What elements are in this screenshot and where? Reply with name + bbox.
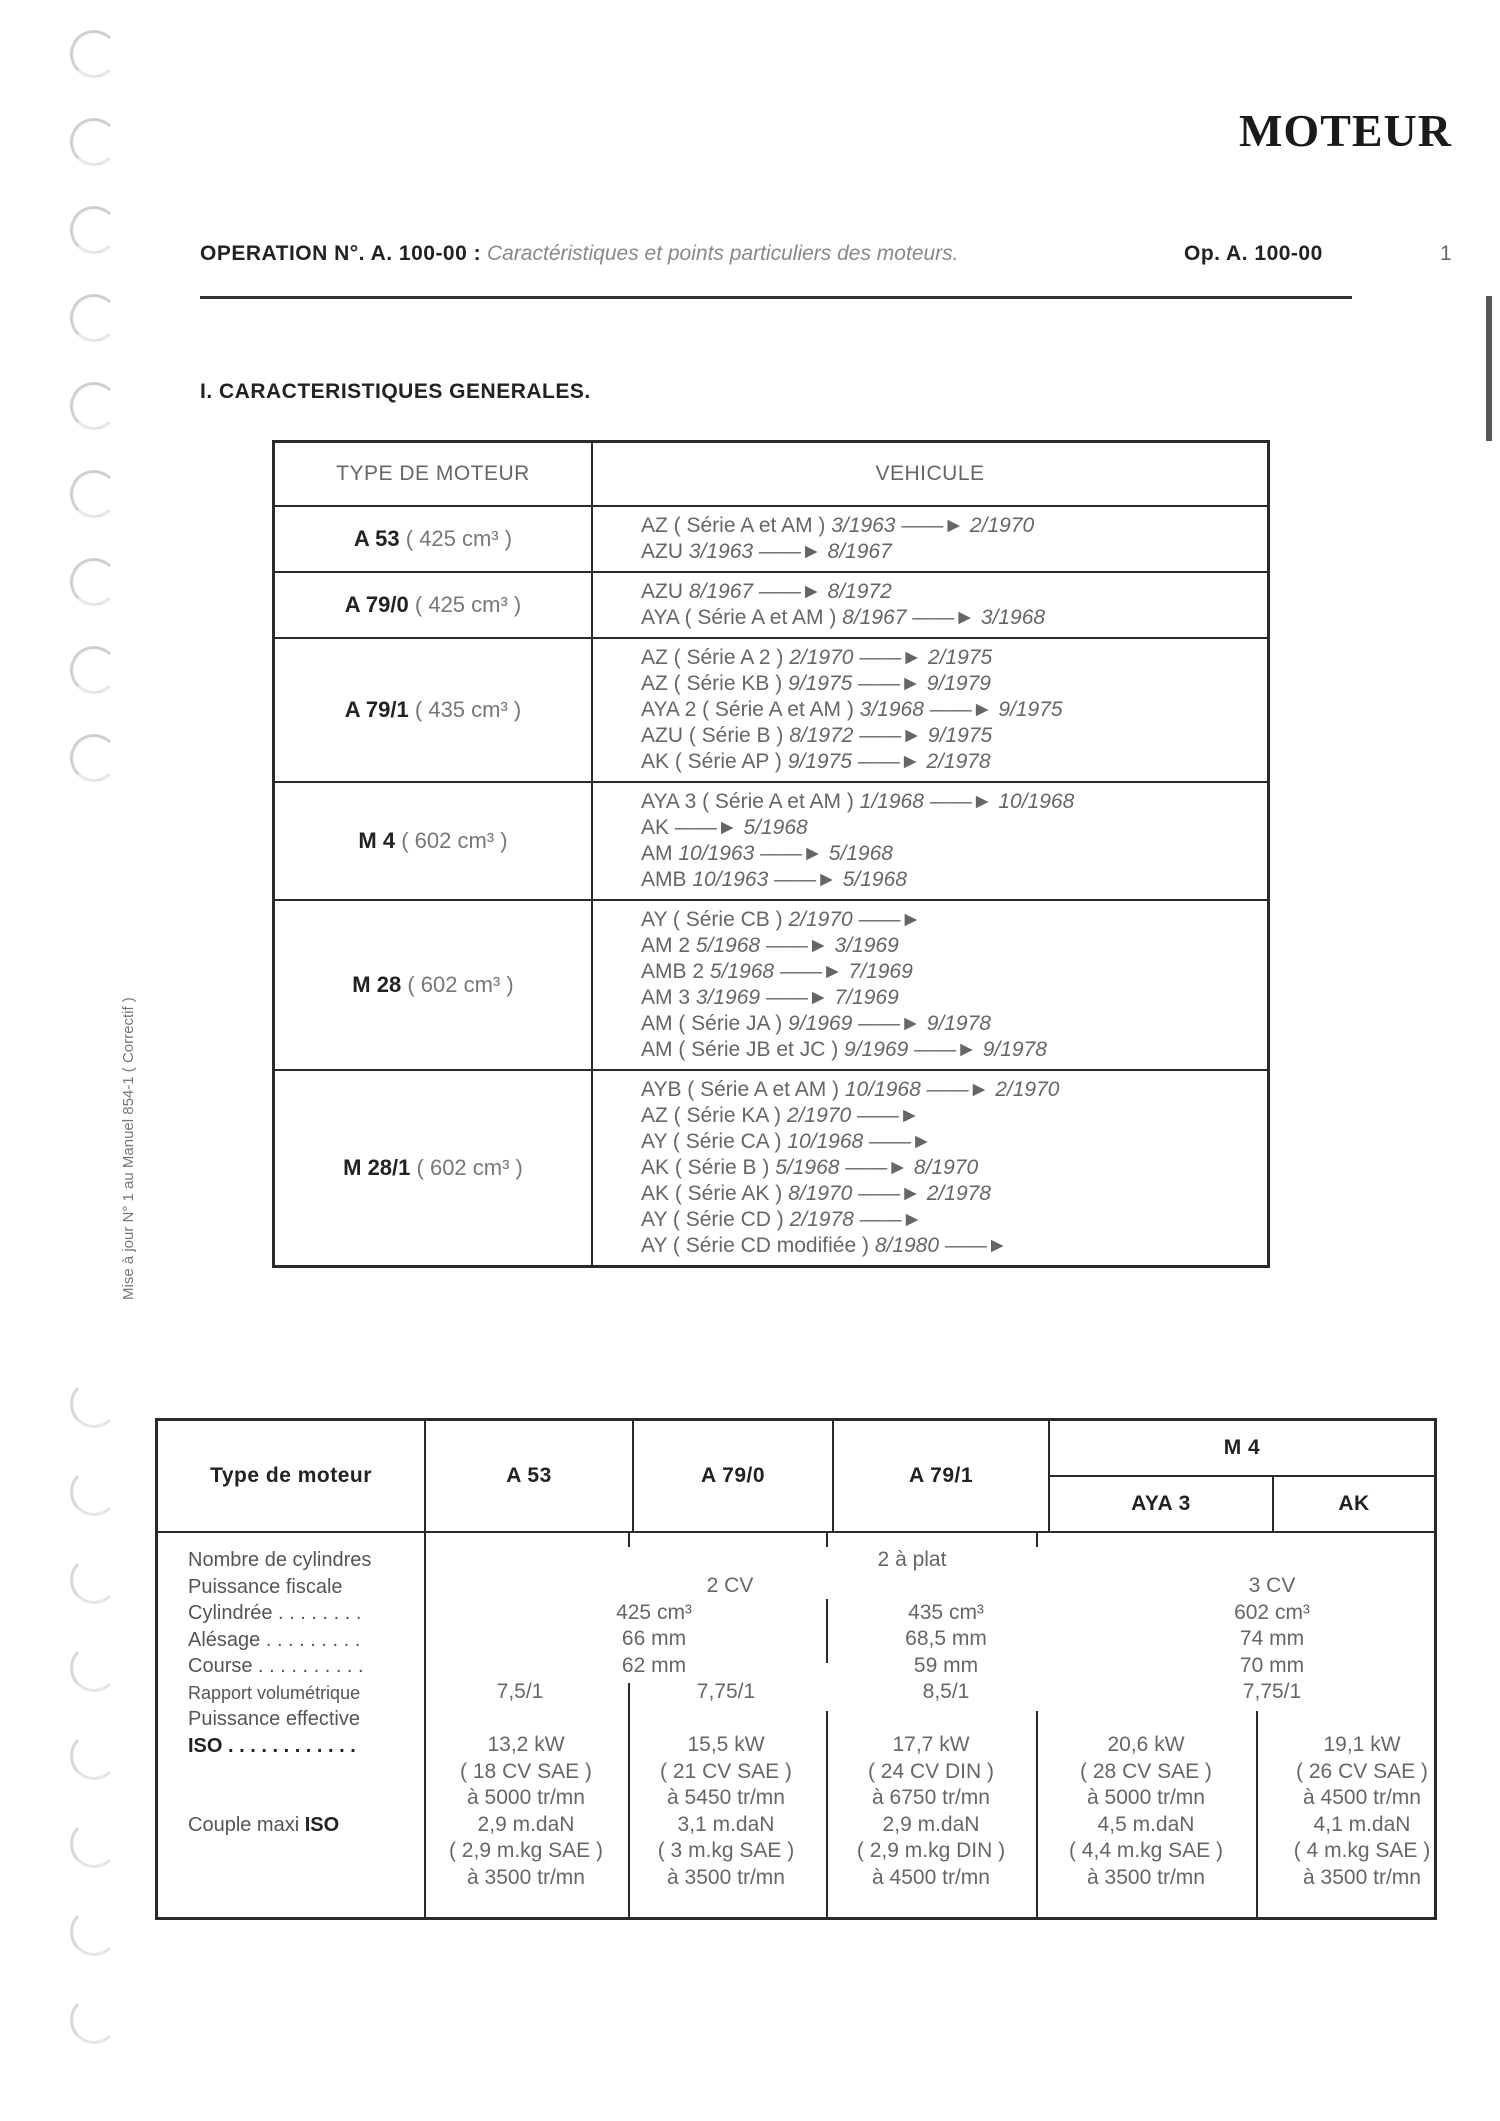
vehicle-period: 10/1968 ——► xyxy=(787,1130,932,1153)
vehicle-period: 9/1969 ——► 9/1978 xyxy=(844,1038,1047,1061)
spec-value: 8,5/1 xyxy=(922,1680,970,1703)
engine-capacity: ( 425 cm³ ) xyxy=(414,592,522,617)
column-header: AYA 3 xyxy=(1049,1476,1273,1532)
vehicle-line xyxy=(641,1011,1267,1037)
vehicle-model: AMB xyxy=(641,868,687,891)
vehicle-model: AYA 3 ( Série A et AM ) xyxy=(641,790,854,813)
page-title: MOTEUR xyxy=(1239,105,1452,156)
spec-label: Puissance fiscale xyxy=(188,1575,343,1598)
vehicle-line xyxy=(641,723,1267,749)
vehicle-model: AZ ( Série KB ) xyxy=(641,672,783,695)
binder-hole xyxy=(70,1996,118,2044)
column-header: VEHICULE xyxy=(592,442,1269,507)
engine-capacity: ( 602 cm³ ) xyxy=(407,972,514,997)
column-separator xyxy=(1036,1711,1038,1917)
column-separator xyxy=(1036,1533,1038,1547)
binder-hole xyxy=(70,646,118,694)
spec-value: à 4500 tr/mn xyxy=(872,1865,990,1889)
vehicle-line xyxy=(641,697,1267,723)
operation-reference: Op. A. 100-00 xyxy=(1184,242,1323,265)
spec-value: à 5000 tr/mn xyxy=(1087,1786,1205,1809)
column-group-header: M 4 xyxy=(1049,1420,1436,1477)
spec-value: 74 mm xyxy=(1239,1627,1305,1650)
column-separator xyxy=(826,1599,828,1663)
vehicle-cell xyxy=(592,1070,1269,1267)
binder-hole xyxy=(70,1908,118,1956)
engine-capacity: ( 425 cm³ ) xyxy=(405,526,513,551)
vehicle-model: AZU xyxy=(641,580,683,603)
spec-value: 7,75/1 xyxy=(696,1680,756,1703)
vehicle-period: 5/1968 ——► 3/1969 xyxy=(695,934,899,957)
spec-label: Puissance effective xyxy=(188,1708,360,1730)
binder-hole xyxy=(70,118,118,166)
vehicle-model: AM ( Série JA ) xyxy=(641,1012,783,1035)
operation-heading xyxy=(200,242,959,266)
spec-label: Cylindrée . . . . . . . . xyxy=(188,1602,362,1624)
vehicle-period: 2/1970 ——► 2/1975 xyxy=(789,646,993,669)
table-row xyxy=(274,1070,1269,1267)
vehicle-period: ——► 5/1968 xyxy=(674,816,808,839)
spec-value: 7,75/1 xyxy=(1242,1680,1302,1703)
operation-label: OPERATION N°. A. 100-00 : xyxy=(200,242,482,265)
binder-hole xyxy=(70,30,118,78)
vehicle-line xyxy=(641,1037,1267,1063)
vehicle-model: AK ( Série AP ) xyxy=(641,750,782,773)
engine-code: A 79/1 xyxy=(344,697,409,722)
vehicle-model: AZU xyxy=(641,540,683,563)
vehicle-line xyxy=(641,605,1267,631)
page-number: 1 xyxy=(1440,242,1452,265)
vehicle-line xyxy=(641,1181,1267,1207)
vehicle-period: 2/1970 ——► xyxy=(788,908,922,931)
spec-value: 17,7 kW xyxy=(892,1733,970,1756)
spec-values xyxy=(425,1532,1436,1919)
engine-table-body xyxy=(274,506,1269,1267)
binder-hole xyxy=(70,294,118,342)
vehicle-cell xyxy=(592,638,1269,782)
vehicle-model: AK xyxy=(641,816,670,839)
spec-value: 13,2 kW xyxy=(487,1733,565,1756)
spec-label: Course . . . . . . . . . . xyxy=(188,1655,364,1677)
vehicle-period: 8/1967 ——► 8/1972 xyxy=(688,580,892,603)
binder-hole xyxy=(70,734,118,782)
vehicle-period: 3/1963 ——► 8/1967 xyxy=(688,540,892,563)
vehicle-line xyxy=(641,959,1267,985)
binder-hole xyxy=(70,206,118,254)
table-row xyxy=(274,572,1269,638)
spec-label: ISO . . . . . . . . . . . . xyxy=(188,1734,356,1757)
engine-code: A 79/0 xyxy=(344,592,409,617)
spec-label: Nombre de cylindres xyxy=(188,1549,372,1571)
vehicle-model: AYB ( Série A et AM ) xyxy=(641,1078,840,1101)
spec-value: 59 mm xyxy=(913,1654,979,1677)
vehicle-period: 9/1975 ——► 2/1978 xyxy=(787,750,991,773)
spec-value: ( 24 CV DIN ) xyxy=(867,1759,995,1783)
margin-note: Mise à jour N° 1 au Manuel 854-1 ( Correctif ) xyxy=(120,997,137,1300)
binder-hole xyxy=(70,558,118,606)
spec-value: 2,9 m.daN xyxy=(882,1812,980,1836)
binder-hole xyxy=(70,1820,118,1868)
spec-labels xyxy=(157,1532,426,1919)
vehicle-line xyxy=(641,815,1267,841)
engine-capacity: ( 435 cm³ ) xyxy=(414,697,522,722)
spec-value: à 3500 tr/mn xyxy=(667,1865,785,1889)
spec-value: ( 28 CV SAE ) xyxy=(1080,1759,1212,1783)
column-separator xyxy=(1256,1711,1258,1917)
spec-value: 66 mm xyxy=(621,1627,687,1650)
vehicle-model: AM xyxy=(641,842,673,865)
vehicle-period: 9/1975 ——► 9/1979 xyxy=(788,672,991,695)
vehicle-model: AZU ( Série B ) xyxy=(641,724,784,747)
vehicle-model: AZ ( Série KA ) xyxy=(641,1104,782,1127)
vehicle-model: AYA 2 ( Série A et AM ) xyxy=(641,698,854,721)
vehicle-period: 2/1978 ——► xyxy=(789,1208,923,1231)
spec-value: à 4500 tr/mn xyxy=(1303,1786,1421,1809)
engine-spec-table xyxy=(155,1418,1437,1920)
vehicle-model: AM 2 xyxy=(641,934,691,957)
vehicle-line xyxy=(641,749,1267,775)
vehicle-model: AMB 2 xyxy=(641,960,705,983)
column-header: A 79/1 xyxy=(833,1420,1049,1533)
engine-capacity: ( 602 cm³ ) xyxy=(401,828,508,853)
vehicle-model: AZ ( Série A et AM ) xyxy=(641,514,826,537)
table-row xyxy=(274,638,1269,782)
engine-code: M 28 xyxy=(352,972,402,997)
vehicle-period: 10/1968 ——► 2/1970 xyxy=(844,1078,1060,1101)
spec-value: 68,5 mm xyxy=(905,1627,987,1650)
spec-value: 4,5 m.daN xyxy=(1097,1812,1195,1836)
spec-value: à 5000 tr/mn xyxy=(467,1786,585,1809)
vehicle-line xyxy=(641,933,1267,959)
vehicle-model: AZ ( Série A 2 ) xyxy=(641,646,784,669)
vehicle-line xyxy=(641,1103,1267,1129)
margin-bar xyxy=(1486,296,1492,441)
spec-value: ( 21 CV SAE ) xyxy=(660,1759,792,1783)
spec-label: Rapport volumétrique xyxy=(188,1682,361,1703)
vehicle-model: AY ( Série CB ) xyxy=(641,908,783,931)
column-header: AK xyxy=(1273,1476,1436,1532)
vehicle-period: 8/1980 ——► xyxy=(874,1234,1008,1257)
spec-value: ( 2,9 m.kg SAE ) xyxy=(448,1839,604,1862)
column-separator xyxy=(628,1533,630,1547)
engine-type-cell xyxy=(274,782,593,900)
vehicle-period: 3/1963 ——► 2/1970 xyxy=(831,514,1035,537)
binder-hole xyxy=(70,1644,118,1692)
vehicle-line xyxy=(641,1129,1267,1155)
spec-value: 62 mm xyxy=(621,1654,687,1677)
binder-hole xyxy=(70,1556,118,1604)
column-header: TYPE DE MOTEUR xyxy=(274,442,593,507)
vehicle-model: AYA ( Série A et AM ) xyxy=(641,606,837,629)
spec-value: ( 4 m.kg SAE ) xyxy=(1293,1839,1431,1862)
vehicle-model: AK ( Série B ) xyxy=(641,1156,770,1179)
vehicle-line xyxy=(641,645,1267,671)
binder-hole xyxy=(70,1380,118,1428)
engine-type-cell xyxy=(274,572,593,638)
table-row xyxy=(274,782,1269,900)
vehicle-period: 5/1968 ——► 8/1970 xyxy=(775,1156,979,1179)
vehicle-line xyxy=(641,1207,1267,1233)
spec-value: 20,6 kW xyxy=(1107,1733,1185,1756)
vehicle-cell xyxy=(592,506,1269,572)
vehicle-line xyxy=(641,1077,1267,1103)
table-row xyxy=(274,900,1269,1070)
section-title: I. CARACTERISTIQUES GENERALES. xyxy=(200,380,591,403)
binder-hole xyxy=(70,1732,118,1780)
engine-type-cell xyxy=(274,900,593,1070)
spec-value: 3 CV xyxy=(1248,1574,1296,1597)
vehicle-model: AM 3 xyxy=(641,986,691,1009)
vehicle-cell xyxy=(592,782,1269,900)
column-separator xyxy=(826,1533,828,1547)
engine-capacity: ( 602 cm³ ) xyxy=(416,1155,523,1180)
vehicle-line xyxy=(641,1233,1267,1259)
vehicle-period: 10/1963 ——► 5/1968 xyxy=(678,842,893,865)
spec-value: ( 18 CV SAE ) xyxy=(460,1759,592,1783)
spec-value: 4,1 m.daN xyxy=(1313,1812,1411,1836)
vehicle-line xyxy=(641,671,1267,697)
header-rule xyxy=(200,296,1352,299)
vehicle-line xyxy=(641,539,1267,565)
spec-value: 15,5 kW xyxy=(687,1733,765,1756)
vehicle-period: 8/1970 ——► 2/1978 xyxy=(788,1182,991,1205)
spec-value: ( 26 CV SAE ) xyxy=(1296,1759,1428,1783)
spec-value: 2 à plat xyxy=(877,1548,947,1571)
spec-value: ( 2,9 m.kg DIN ) xyxy=(856,1839,1006,1862)
operation-description: Caractéristiques et points particuliers des moteurs. xyxy=(486,242,959,265)
spec-value: 2 CV xyxy=(706,1574,754,1597)
spec-label: Couple maxi ISO xyxy=(188,1814,340,1836)
spec-value: ( 3 m.kg SAE ) xyxy=(657,1839,795,1862)
spec-value: 7,5/1 xyxy=(496,1680,544,1703)
column-header: Type de moteur xyxy=(157,1420,426,1533)
vehicle-period: 1/1968 ——► 10/1968 xyxy=(859,790,1075,813)
spec-value: 425 cm³ xyxy=(616,1601,692,1624)
engine-code: A 53 xyxy=(353,526,400,551)
vehicle-model: AY ( Série CA ) xyxy=(641,1130,782,1153)
spec-value: 602 cm³ xyxy=(1234,1601,1310,1624)
spec-value: 70 mm xyxy=(1239,1654,1305,1677)
engine-type-cell xyxy=(274,638,593,782)
vehicle-line xyxy=(641,579,1267,605)
vehicle-period: 3/1968 ——► 9/1975 xyxy=(859,698,1063,721)
vehicle-model: AY ( Série CD modifiée ) xyxy=(641,1234,869,1257)
vehicle-period: 5/1968 ——► 7/1969 xyxy=(709,960,913,983)
vehicle-cell xyxy=(592,900,1269,1070)
binder-hole xyxy=(70,382,118,430)
vehicle-cell xyxy=(592,572,1269,638)
vehicle-line xyxy=(641,867,1267,893)
engine-type-cell xyxy=(274,506,593,572)
vehicle-line xyxy=(641,841,1267,867)
spec-value: à 6750 tr/mn xyxy=(872,1786,990,1809)
vehicle-line xyxy=(641,789,1267,815)
vehicle-model: AM ( Série JB et JC ) xyxy=(641,1038,839,1061)
column-header: A 53 xyxy=(425,1420,633,1533)
spec-value: à 3500 tr/mn xyxy=(1303,1865,1421,1889)
engine-vehicle-table xyxy=(272,440,1270,1268)
vehicle-model: AY ( Série CD ) xyxy=(641,1208,784,1231)
spec-value: 19,1 kW xyxy=(1323,1733,1401,1756)
vehicle-period: 3/1969 ——► 7/1969 xyxy=(695,986,899,1009)
column-separator xyxy=(826,1711,828,1917)
vehicle-period: 10/1963 ——► 5/1968 xyxy=(692,868,907,891)
spec-value: ( 4,4 m.kg SAE ) xyxy=(1068,1839,1224,1862)
engine-code: M 28/1 xyxy=(343,1155,411,1180)
table-row xyxy=(274,506,1269,572)
spec-value: 435 cm³ xyxy=(908,1601,984,1624)
vehicle-period: 2/1970 ——► xyxy=(786,1104,920,1127)
column-header: A 79/0 xyxy=(633,1420,833,1533)
vehicle-line xyxy=(641,985,1267,1011)
binder-hole xyxy=(70,1468,118,1516)
spec-value: à 3500 tr/mn xyxy=(1087,1865,1205,1889)
engine-code: M 4 xyxy=(358,828,396,853)
spec-label: Alésage . . . . . . . . . xyxy=(188,1628,361,1651)
spec-value: à 3500 tr/mn xyxy=(467,1865,585,1889)
column-separator xyxy=(628,1683,630,1917)
vehicle-period: 8/1967 ——► 3/1968 xyxy=(842,606,1046,629)
spec-value: 2,9 m.daN xyxy=(477,1812,575,1836)
binder-hole xyxy=(70,470,118,518)
vehicle-period: 9/1969 ——► 9/1978 xyxy=(788,1012,991,1035)
vehicle-line xyxy=(641,1155,1267,1181)
vehicle-line xyxy=(641,907,1267,933)
vehicle-model: AK ( Série AK ) xyxy=(641,1182,783,1205)
vehicle-line xyxy=(641,513,1267,539)
vehicle-period: 8/1972 ——► 9/1975 xyxy=(789,724,993,747)
spec-value: à 5450 tr/mn xyxy=(667,1786,785,1809)
spec-value: 3,1 m.daN xyxy=(677,1812,775,1836)
engine-type-cell xyxy=(274,1070,593,1267)
